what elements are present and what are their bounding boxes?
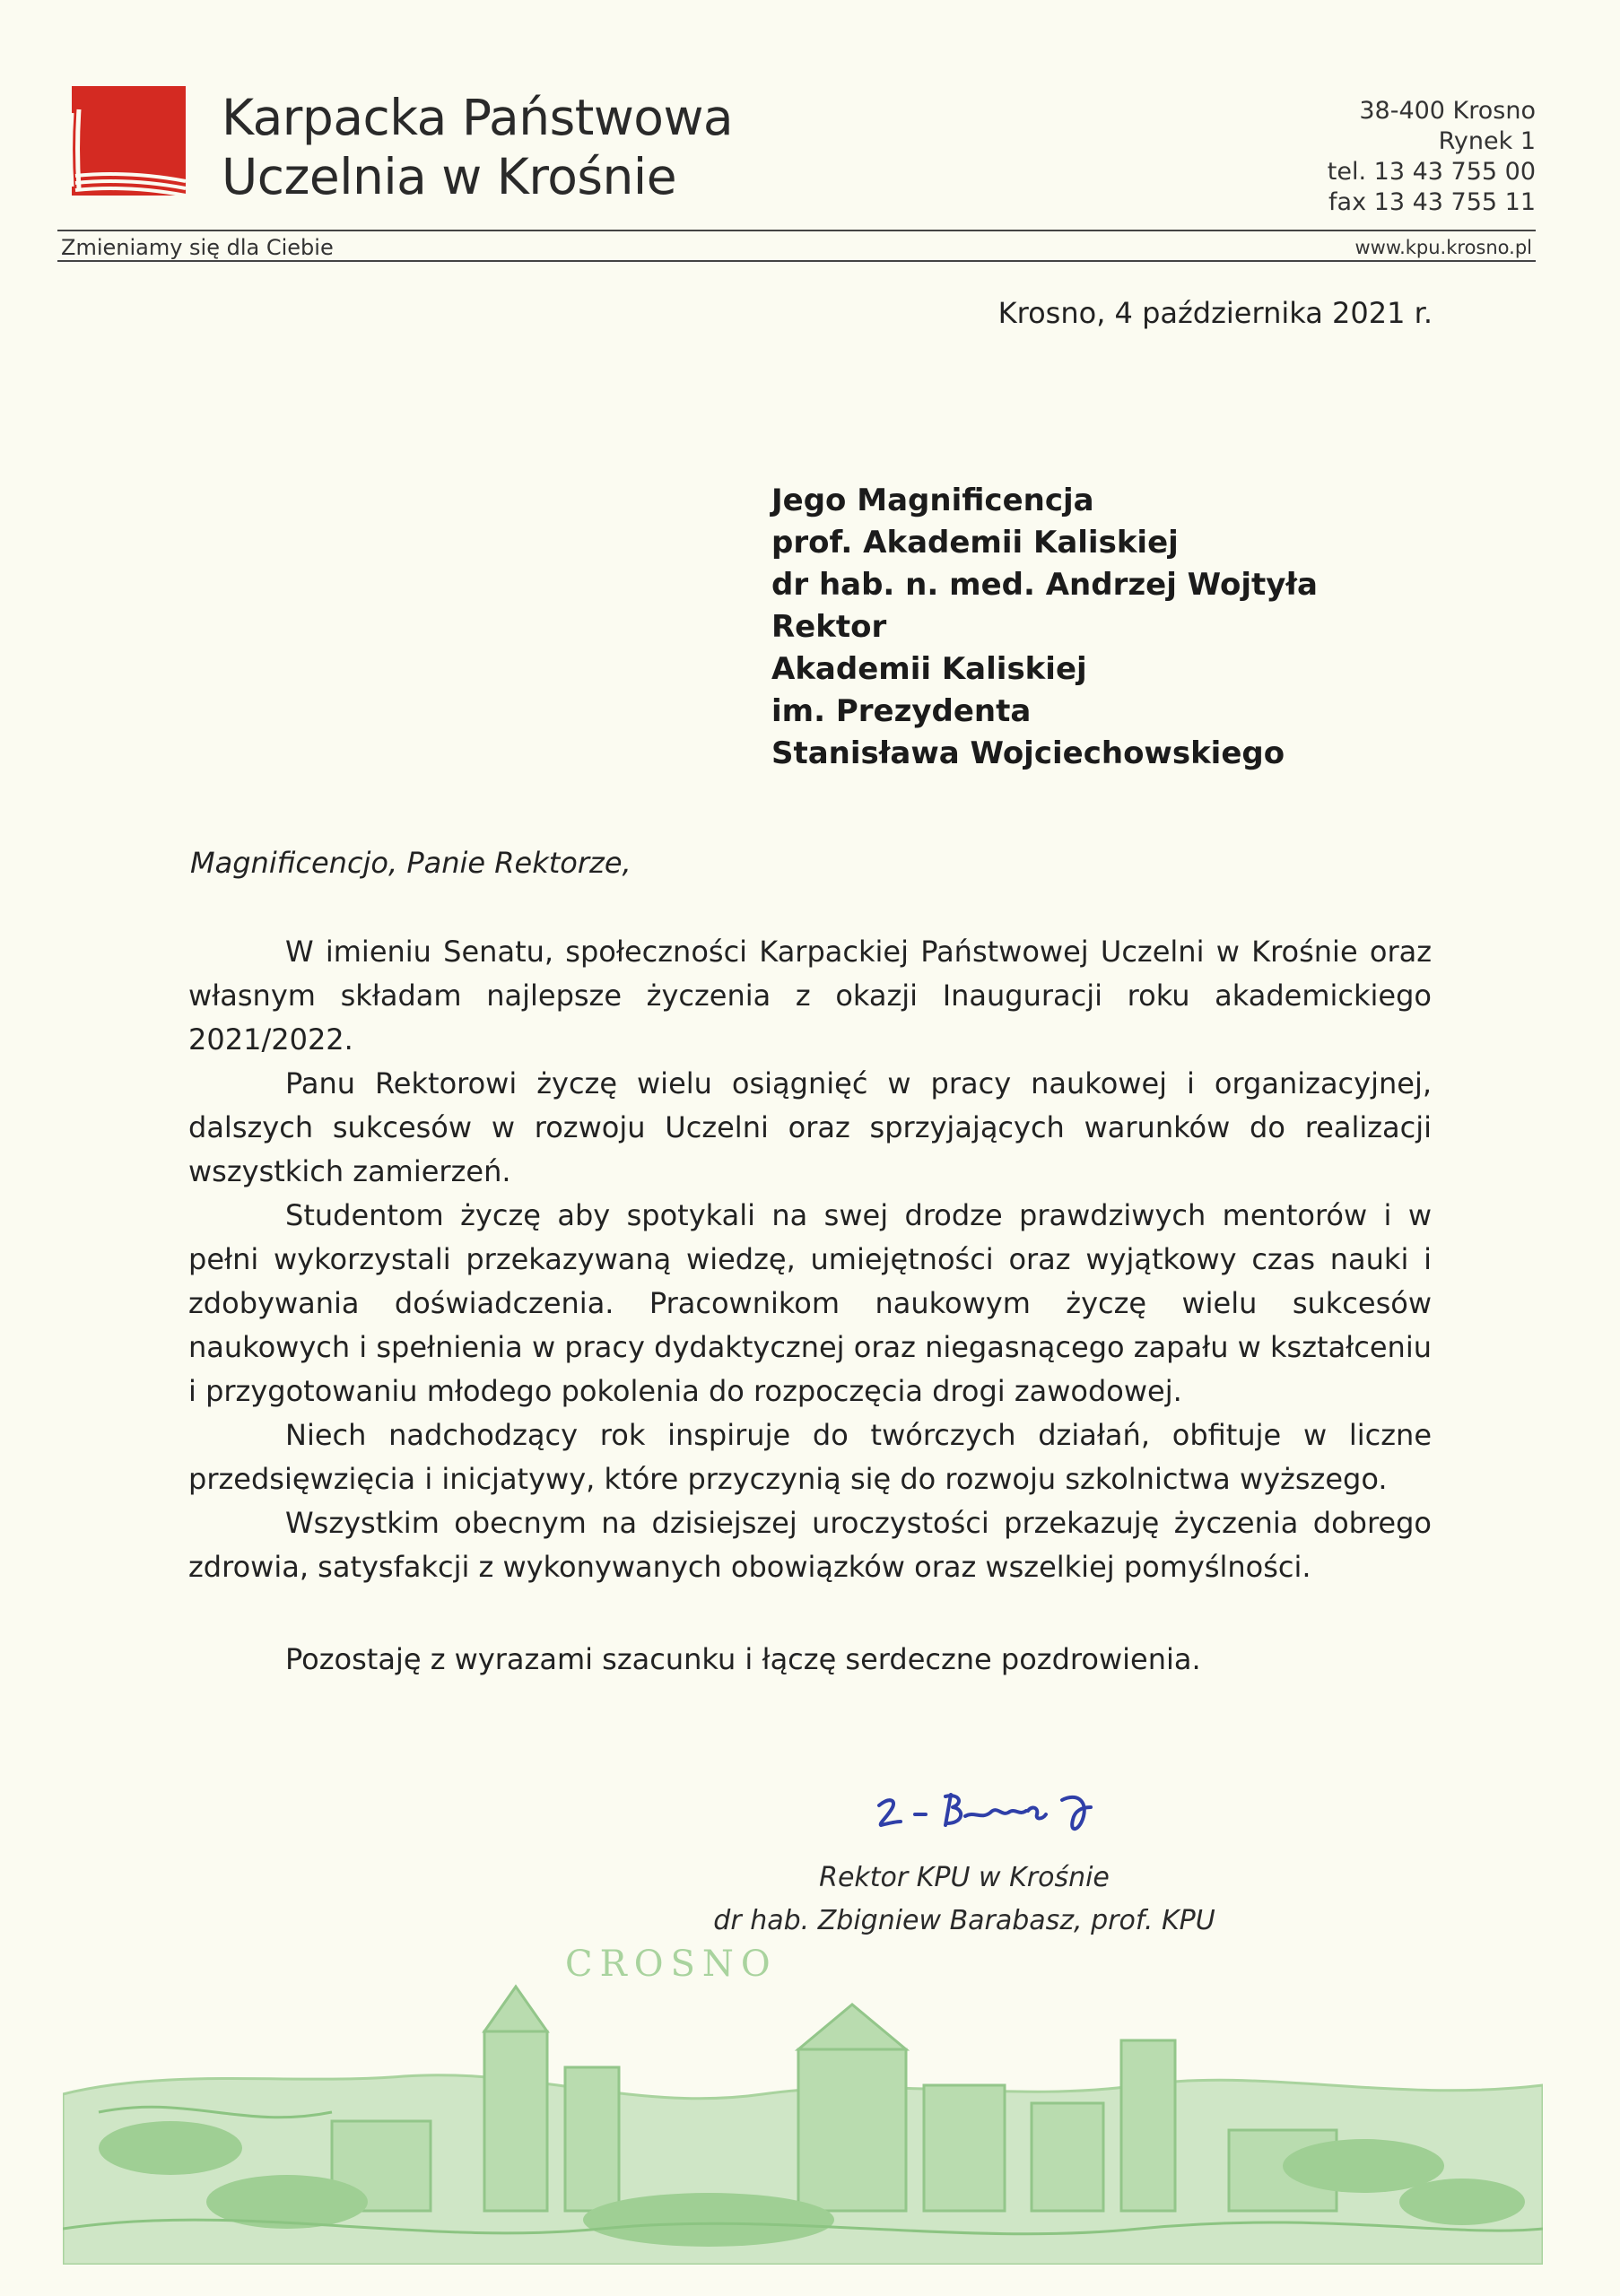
body-paragraph: W imieniu Senatu, społeczności Karpackiej Państwowej Uczelni w Krośnie oraz własnym składam najlepsze życzenia z okazji Inauguracji roku akademickiego 2021/2022.: [188, 935, 1432, 1057]
body-paragraph: Panu Rektorowi życzę wielu osiągnięć w pracy naukowej i organizacyjnej, dalszych sukcesów w rozwoju Uczelni oraz sprzyjających warunków do realizacji wszystkich zamierzeń.: [188, 1066, 1432, 1188]
recipient-line: dr hab. n. med. Andrzej Wojtyła: [771, 567, 1318, 603]
address-line2: Rynek 1: [1438, 127, 1536, 155]
recipient-line: Rektor: [771, 609, 887, 645]
handwritten-signature: [870, 1780, 1139, 1843]
institution-name: [222, 88, 733, 206]
contact-block: [1328, 96, 1536, 218]
address-line1: 38-400 Krosno: [1359, 97, 1536, 125]
town-caption: CROSNO: [565, 1944, 778, 1985]
institution-name-line1: Karpacka Państwowa: [222, 89, 734, 146]
signer-title: Rektor KPU w Krośnie: [819, 1862, 1110, 1893]
phone-number: tel. 13 43 755 00: [1327, 158, 1536, 186]
letter-date: Krosno, 4 października 2021 r.: [997, 296, 1433, 330]
body-paragraph: Studentom życzę aby spotykali na swej drodze prawdziwych mentorów i w pełni wykorzystali przekazywaną wiedzę, umiejętności oraz wyjątkowy czas nauki i zdobywania doświadczenia. Pracownikom naukowym życzę wielu sukcesów naukowych i spełnienia w pracy dydaktycznej oraz niegasnącego zapału w kształceniu i przygotowaniu młodego pokolenia do rozpoczęcia drogi zawodowej.: [188, 1198, 1432, 1408]
closing-line: Pozostaję z wyrazami szacunku i łączę serdeczne pozdrowienia.: [285, 1642, 1201, 1676]
header-divider-top: [57, 230, 1536, 231]
university-logo: [57, 86, 187, 203]
salutation: Magnificencjo, Panie Rektorze,: [190, 846, 631, 880]
letter-body: [188, 930, 1432, 1589]
header-divider-bottom: [57, 260, 1536, 262]
signer-name: dr hab. Zbigniew Barabasz, prof. KPU: [713, 1905, 1215, 1936]
recipient-line: prof. Akademii Kaliskiej: [771, 525, 1179, 561]
body-paragraph: Wszystkim obecnym na dzisiejszej uroczystości przekazuję życzenia dobrego zdrowia, satysfakcji z wykonywanych obowiązków oraz wszelkiej pomyślności.: [188, 1506, 1432, 1584]
fax-number: fax 13 43 755 11: [1328, 188, 1536, 216]
recipient-line: Akademii Kaliskiej: [771, 651, 1087, 687]
signature-block: [713, 1857, 1215, 1943]
body-paragraph: Niech nadchodzący rok inspiruje do twórczych działań, obfituje w liczne przedsięwzięcia i inicjatywy, które przyczynią się do rozwoju szkolnictwa wyższego.: [188, 1418, 1432, 1496]
institution-name-line2: Uczelnia w Krośnie: [222, 148, 677, 205]
recipient-line: Jego Magnificencja: [771, 483, 1094, 518]
recipient-line: im. Prezydenta: [771, 693, 1032, 729]
tagline: Zmieniamy się dla Ciebie: [61, 235, 334, 260]
website-link[interactable]: www.kpu.krosno.pl: [1354, 237, 1532, 258]
recipient-line: Stanisława Wojciechowskiego: [771, 735, 1285, 771]
recipient-block: [771, 480, 1318, 775]
town-illustration: [63, 1933, 1543, 2265]
